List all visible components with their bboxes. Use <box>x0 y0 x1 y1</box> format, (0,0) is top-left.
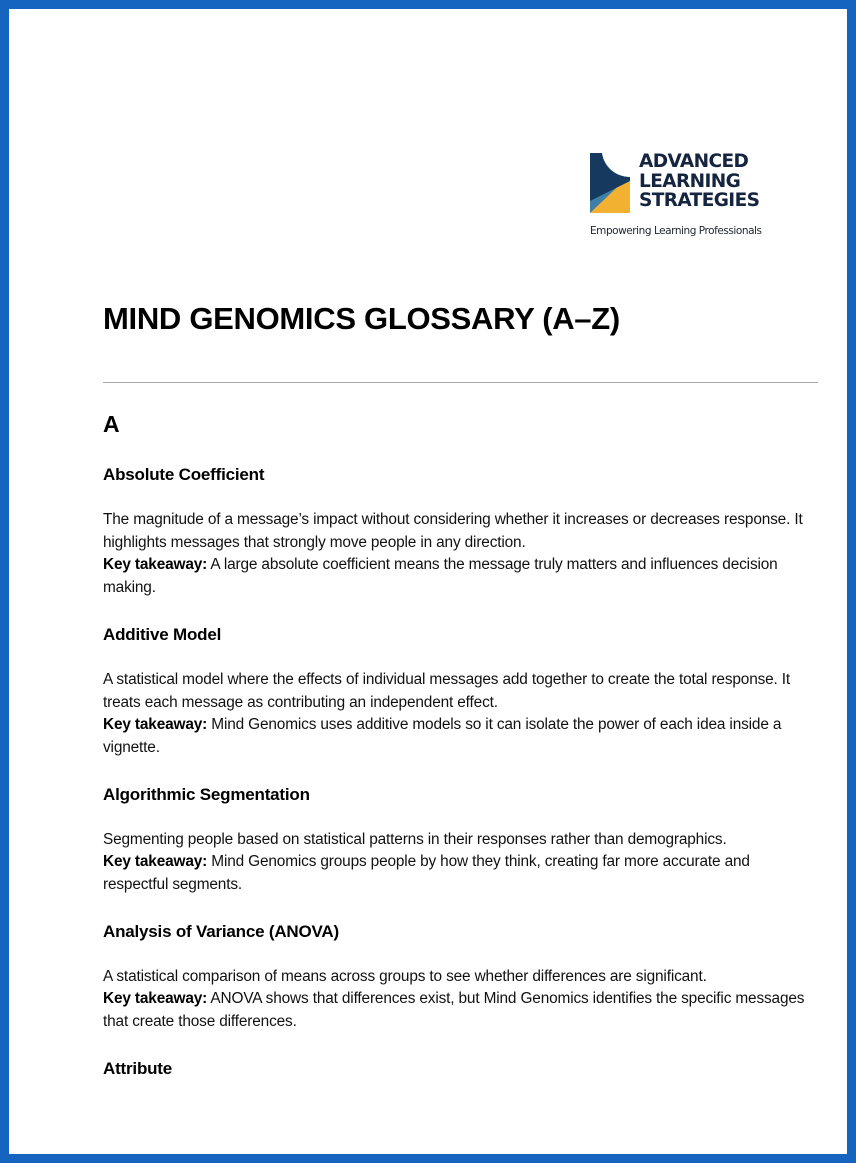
glossary-entry <box>103 624 815 760</box>
takeaway-label: Key takeaway: <box>103 716 208 734</box>
takeaway-text: ANOVA shows that differences exist, but Mind Genomics identifies the specific messages that create those differences. <box>103 990 805 1031</box>
company-logo <box>590 152 780 242</box>
logo-tagline: Empowering Learning Professionals <box>590 225 762 237</box>
logo-brand-name <box>639 152 759 211</box>
entry-takeaway <box>103 714 815 759</box>
logo-line-3: STRATEGIES <box>639 190 760 211</box>
entry-takeaway <box>103 988 815 1033</box>
document-title: MIND GENOMICS GLOSSARY (A–Z) <box>103 301 620 336</box>
entry-takeaway <box>103 554 815 599</box>
glossary-entries <box>103 464 815 1080</box>
document-page <box>9 9 847 1154</box>
entry-takeaway <box>103 851 815 896</box>
entry-definition: A statistical comparison of means across groups to see whether differences are significant. <box>103 967 707 985</box>
glossary-entry <box>103 921 815 1034</box>
section-letter-heading: A <box>103 411 120 437</box>
takeaway-text: Mind Genomics uses additive models so it can isolate the power of each idea inside a vignette. <box>103 716 782 756</box>
logo-line-2: LEARNING <box>639 170 741 192</box>
glossary-entry <box>103 784 815 897</box>
logo-mark-icon <box>590 153 630 213</box>
takeaway-label: Key takeaway: <box>103 556 208 574</box>
takeaway-label: Key takeaway: <box>103 853 208 871</box>
entry-term: Analysis of Variance (ANOVA) <box>103 921 339 941</box>
title-divider <box>103 382 818 383</box>
entry-definition: The magnitude of a message’s impact without considering whether it increases or decreases response. It highlights messages that strongly move people in any direction. <box>103 511 803 551</box>
entry-term: Additive Model <box>103 624 222 644</box>
entry-term: Algorithmic Segmentation <box>103 784 310 804</box>
entry-definition: Segmenting people based on statistical patterns in their responses rather than demographics. <box>103 830 727 848</box>
takeaway-text: A large absolute coefficient means the message truly matters and influences decision making. <box>103 556 778 597</box>
glossary-entry <box>103 464 815 600</box>
glossary-entry <box>103 1058 815 1080</box>
entry-term: Attribute <box>103 1058 173 1078</box>
entry-definition: A statistical model where the effects of individual messages add together to create the total response. It treats each message as contributing an independent effect. <box>103 670 791 711</box>
logo-line-1: ADVANCED <box>639 151 749 172</box>
entry-term: Absolute Coefficient <box>103 465 265 484</box>
takeaway-label: Key takeaway: <box>103 990 208 1008</box>
takeaway-text: Mind Genomics groups people by how they think, creating far more accurate and respectful segments. <box>103 853 750 894</box>
